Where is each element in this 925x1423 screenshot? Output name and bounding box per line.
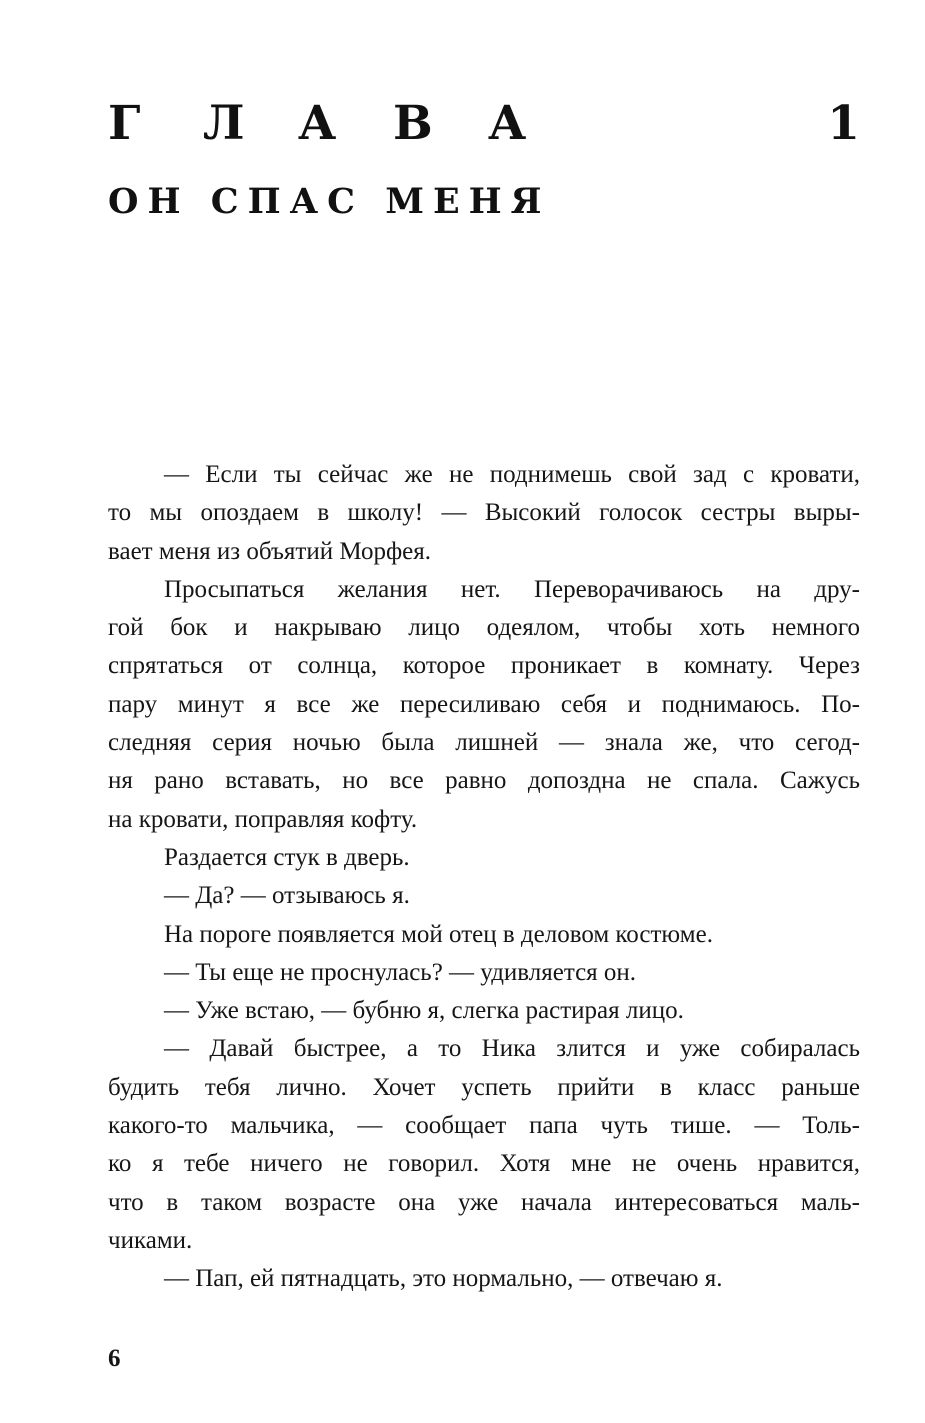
text-line: Просыпаться желания нет. Переворачиваюсь на дру- bbox=[164, 575, 860, 603]
text-line: спрятаться от солнца, которое проникает в комнату. Через bbox=[108, 652, 860, 680]
text-line: следняя серия ночью была лишней — знала же, что сегод- bbox=[108, 729, 860, 757]
text-line: что в таком возрасте она уже начала интересоваться маль- bbox=[108, 1188, 860, 1216]
text-line: будить тебя лично. Хочет успеть прийти в класс раньше bbox=[108, 1073, 860, 1101]
text-line: ко я тебе ничего не говорил. Хотя мне не очень нравится, bbox=[108, 1150, 860, 1178]
text-line: Раздается стук в дверь. bbox=[164, 843, 410, 871]
text-line: — Да? — отзываюсь я. bbox=[164, 882, 410, 910]
text-line: ня рано вставать, но все равно допоздна не спала. Сажусь bbox=[108, 767, 860, 795]
chapter-letter: А bbox=[298, 96, 337, 151]
page-number: 6 bbox=[108, 1345, 121, 1372]
text-line: — Если ты сейчас же не поднимешь свой зад с кровати, bbox=[164, 461, 860, 488]
text-line: — Пап, ей пятнадцать, это нормально, — отвечаю я. bbox=[164, 1265, 723, 1293]
text-line: На пороге появляется мой отец в деловом костюме. bbox=[164, 920, 713, 948]
body-text bbox=[108, 456, 860, 1299]
chapter-word bbox=[108, 92, 583, 156]
chapter-number: 1 bbox=[827, 96, 860, 151]
text-line: вает меня из объятий Морфея. bbox=[108, 537, 431, 565]
text-line: — Уже встаю, — бубню я, слегка растирая лицо. bbox=[164, 997, 684, 1025]
chapter-letter: Г bbox=[108, 96, 141, 151]
text-line: — Ты еще не проснулась? — удивляется он. bbox=[164, 958, 637, 986]
text-line: на кровати, поправляя кофту. bbox=[108, 805, 418, 833]
text-line: пару минут я все же пересиливаю себя и поднимаюсь. По- bbox=[108, 690, 860, 718]
text-line: то мы опоздаем в школу! — Высокий голосок сестры выры- bbox=[108, 499, 860, 527]
chapter-letter: А bbox=[488, 96, 527, 151]
chapter-letter: В bbox=[393, 96, 433, 151]
chapter-heading bbox=[108, 92, 860, 156]
chapter-letter: Л bbox=[203, 96, 245, 151]
text-line: какого-то мальчика, — сообщает папа чуть тише. — Толь- bbox=[108, 1112, 860, 1140]
text-line: — Давай быстрее, а то Ника злится и уже собиралась bbox=[164, 1035, 860, 1063]
text-line: чиками. bbox=[108, 1226, 193, 1254]
text-line: гой бок и накрываю лицо одеялом, чтобы хоть немного bbox=[108, 614, 860, 642]
chapter-subtitle: ОН СПАС МЕНЯ bbox=[108, 181, 551, 222]
